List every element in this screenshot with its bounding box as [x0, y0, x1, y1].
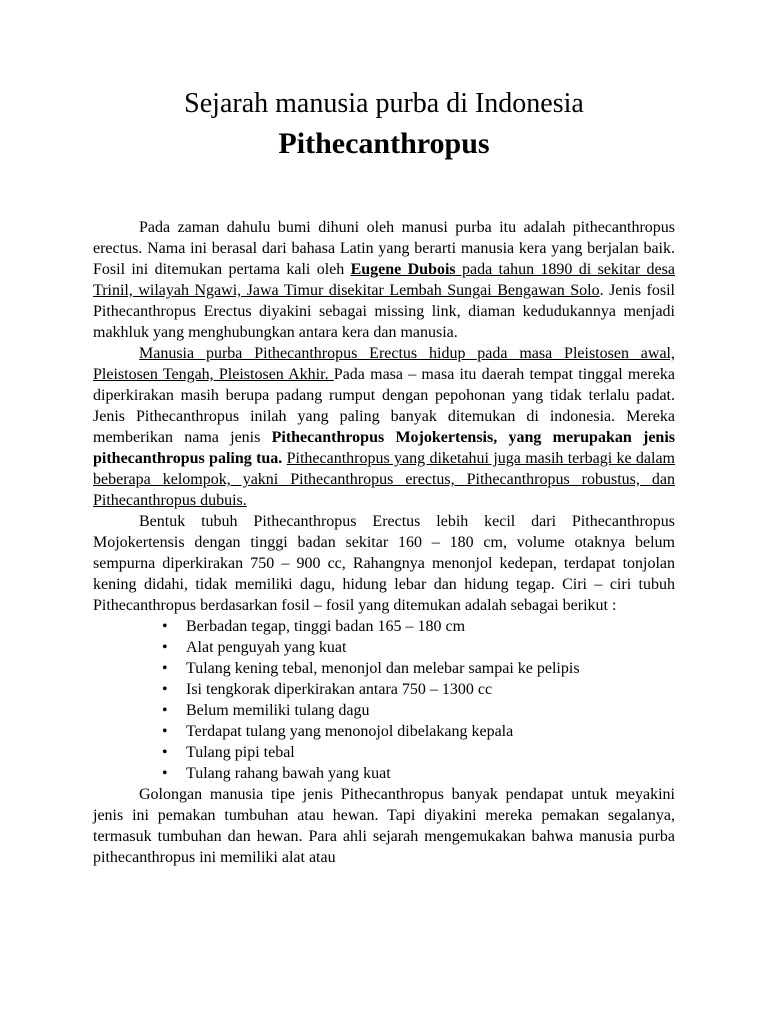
mojokertensis-statement: Pithecanthropus Mojokertensis, yang merupakan jenis pithecanthropus paling tua.: [93, 429, 675, 467]
paragraph-2: [93, 343, 675, 511]
list-item: [162, 637, 675, 658]
discovery-location: pada tahun 1890 di sekitar desa Trinil, wilayah Ngawi, Jawa Timur disekitar Lembah Sungai Bengawan Solo: [93, 261, 675, 299]
paragraph-1: [93, 217, 675, 343]
list-item: [162, 763, 675, 784]
paragraph-3: Bentuk tubuh Pithecanthropus Erectus lebih kecil dari Pithecanthropus Mojokertensis dengan tinggi badan sekitar 160 – 180 cm, volume otaknya belum sempurna diperkirakan 750 – 900 cc, Rahangnya menonjol kedepan, terdapat tonjolan kening didahi, tidak memiliki dagu, hidung lebar dan hidung tegap. Ciri – ciri tubuh Pithecanthropus berdasarkan fosil – fosil yang ditemukan adalah sebagai berikut :: [93, 513, 675, 614]
list-item-text: Berbadan tegap, tinggi badan 165 – 180 cm: [186, 618, 466, 635]
features-list: [93, 616, 675, 784]
subgroup-statement: Pithecanthropus yang diketahui juga masih terbagi ke dalam beberapa kelompok, yakni Pithecanthropus erectus, Pithecanthropus robustus, dan Pithecanthropus dubuis.: [93, 450, 675, 509]
list-item: [162, 700, 675, 721]
discoverer-name: Eugene Dubois: [350, 261, 456, 278]
paragraph-4: Golongan manusia tipe jenis Pithecanthropus banyak pendapat untuk meyakini jenis ini pemakan tumbuhan atau hewan. Tapi diyakini mereka pemakan segalanya, termasuk tumbuhan dan hewan. Para ahli sejarah mengemukakan bahwa manusia purba pithecanthropus ini memiliki alat atau: [93, 786, 675, 866]
list-item: [162, 721, 675, 742]
list-item-text: Isi tengkorak diperkirakan antara 750 – 1300 cc: [186, 681, 493, 698]
bullet-icon: •: [162, 702, 168, 719]
bullet-icon: •: [162, 639, 168, 656]
list-item-text: Tulang rahang bawah yang kuat: [186, 765, 391, 782]
bullet-icon: •: [162, 618, 168, 635]
bullet-icon: •: [162, 744, 168, 761]
document-body: [93, 217, 675, 868]
bullet-icon: •: [162, 660, 168, 677]
list-item-text: Tulang pipi tebal: [186, 744, 295, 761]
bullet-icon: •: [162, 723, 168, 740]
document-subtitle: Pithecanthropus: [278, 127, 490, 160]
list-item-text: Terdapat tulang yang menonojol dibelakang kepala: [186, 723, 514, 740]
list-item: [162, 616, 675, 637]
bullet-icon: •: [162, 681, 168, 698]
paragraph-2-text: Pada masa – masa itu daerah tempat tinggal mereka diperkirakan masih berupa padang rumput dengan pepohonan yang tidak terlalu padat. Jenis Pithecanthropus inilah yang paling banyak ditemukan di indonesia. Mereka memberikan nama jenis: [93, 366, 675, 446]
paragraph-1-text-end: . Jenis fosil Pithecanthropus Erectus diyakini sebagai missing link, diaman kedudukannya menjadi makhluk yang menghubungkan antara kera dan manusia.: [93, 282, 676, 341]
paragraph-1-text: Pada zaman dahulu bumi dihuni oleh manusi purba itu adalah pithecanthropus erectus. Nama ini berasal dari bahasa Latin yang berarti manusia kera yang berjalan baik. Fosil ini ditemukan pertama kali oleh: [93, 219, 675, 278]
list-item: [162, 679, 675, 700]
bullet-icon: •: [162, 765, 168, 782]
document-title: Sejarah manusia purba di Indonesia: [184, 88, 584, 119]
list-item-text: Tulang kening tebal, menonjol dan melebar sampai ke pelipis: [186, 660, 580, 677]
list-item-text: Alat penguyah yang kuat: [186, 639, 347, 656]
list-item-text: Belum memiliki tulang dagu: [186, 702, 370, 719]
list-item: [162, 742, 675, 763]
era-statement: Manusia purba Pithecanthropus Erectus hidup pada masa Pleistosen awal, Pleistosen Tengah, Pleistosen Akhir.: [93, 345, 675, 383]
list-item: [162, 658, 675, 679]
